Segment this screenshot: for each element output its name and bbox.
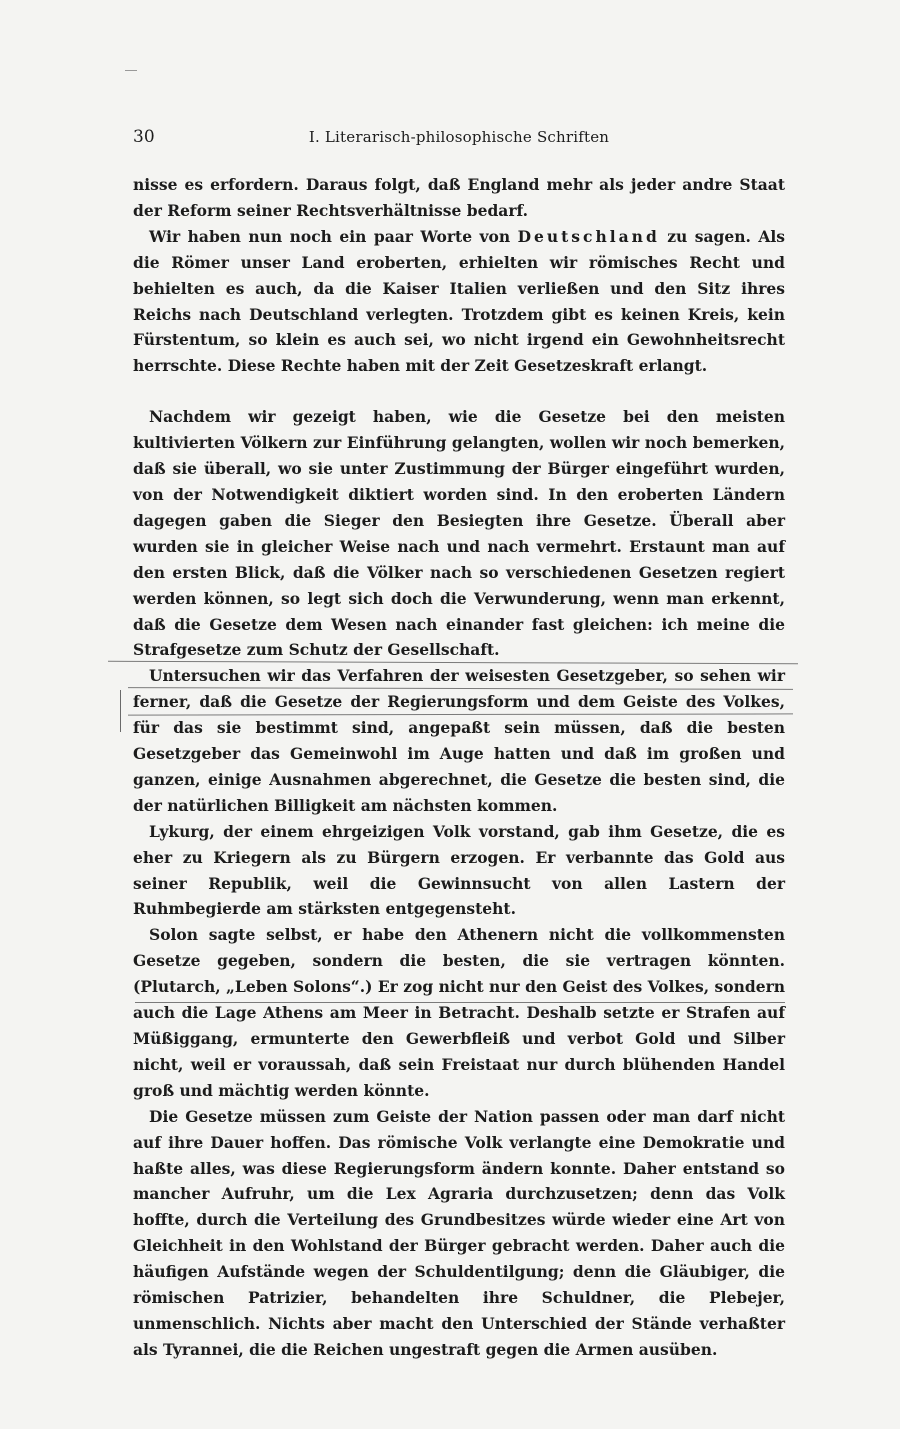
- paragraph-2: [133, 224, 785, 379]
- pencil-margin-mark: [120, 690, 121, 732]
- running-head: I. Literarisch-philosophische Schriften: [308, 128, 610, 146]
- pencil-underline: [135, 1002, 785, 1003]
- paragraph-3: Nachdem wir gezeigt haben, wie die Gesetze bei den meisten kultivierten Völkern zur Einführung gelangten, wollen wir noch bemerken, daß sie überall, wo sie unter Zustimmung der Bürger eingeführt wurden, von der Notwendigkeit diktiert worden sind. In den eroberten Ländern dagegen gaben die Sieger den Besiegten ihre Gesetze. Überall aber wurden sie in gleicher Weise nach und nach vermehrt. Erstaunt man auf den ersten Blick, daß die Völker nach so verschiedenen Gesetzen regiert werden können, so legt sich doch die Verwunderung, wenn man erkennt, daß die Gesetze dem Wesen nach einander fast gleichen: ich meine die Strafgesetze zum Schutz der Gesellschaft.: [133, 407, 785, 660]
- page-header: [133, 127, 785, 153]
- scan-mark: [125, 70, 137, 71]
- paragraph-2-start: Wir haben nun noch ein paar Worte von: [149, 226, 518, 246]
- paragraph-2-rest: zu sagen. Als die Römer unser Land eroberten, erhielten wir römisches Recht und behielten es auch, da die Kaiser Italien verließen und den Sitz ihres Reichs nach Deutschland verlegten. Trotzdem gibt es keinen Kreis, kein Fürstentum, so klein es auch sei, wo nicht irgend ein Gewohnheitsrecht herrschte. Diese Rechte haben mit der Zeit Gesetzeskraft erlangt.: [133, 226, 785, 376]
- paragraph-7: Die Gesetze müssen zum Geiste der Nation passen oder man darf nicht auf ihre Dauer hoffen. Das römische Volk verlangte eine Demokratie und haßte alles, was diese Regierungsform ändern konnte. Daher entstand so mancher Aufruhr, um die Lex Agraria durchzusetzen; denn das Volk hoffte, durch die Verteilung des Grundbesitzes würde wieder eine Art von Gleichheit in den Wohlstand der Bürger gebracht werden. Daher auch die häufigen Aufstände wegen der Schuldentilgung; denn die Gläubiger, die römischen Patrizier, behandelten ihre Schuldner, die Plebejer, unmenschlich. Nichts aber macht den Unterschied der Stände verhaßter als Tyrannei, die die Reichen ungestraft gegen die Armen ausüben.: [133, 1106, 785, 1359]
- paragraph-5: Lykurg, der einem ehrgeizigen Volk vorstand, gab ihm Gesetze, die es eher zu Kriegern als zu Bürgern erzogen. Er verbannte das Gold aus seiner Republik, weil die Gewinnsucht von allen Lastern der Ruhmbegierde am stärksten entgegensteht.: [133, 821, 785, 919]
- body-text: [133, 172, 785, 1363]
- spaced-word-deutschland: Deutschland: [517, 226, 660, 246]
- paragraph-6: Solon sagte selbst, er habe den Athenern nicht die vollkommensten Gesetze gegeben, sondern die besten, die sie vertragen könnten. (Plutarch, „Leben Solons“.) Er zog nicht nur den Geist des Volkes, sondern auch die Lage Athens am Meer in Betracht. Deshalb setzte er Strafen auf Müßiggang, ermunterte den Gewerbfleiß und verbot Gold und Silber nicht, weil er voraussah, daß sein Freistaat nur durch blühenden Handel groß und mächtig werden könnte.: [133, 925, 785, 1100]
- page-number: 30: [133, 127, 155, 147]
- paragraph-1: nisse es erfordern. Daraus folgt, daß England mehr als jeder andre Staat der Reform seiner Rechtsverhältnisse bedarf.: [133, 175, 785, 220]
- paragraph-4: Untersuchen wir das Verfahren der weisesten Gesetzgeber, so sehen wir ferner, daß die Gesetze der Regierungsform und dem Geiste des Volkes, für das sie bestimmt sind, angepaßt sein müssen, daß die besten Gesetzgeber das Gemeinwohl im Auge hatten und daß im großen und ganzen, einige Ausnahmen abgerechnet, die Gesetze die besten sind, die der natürlichen Billigkeit am nächsten kommen.: [133, 666, 785, 815]
